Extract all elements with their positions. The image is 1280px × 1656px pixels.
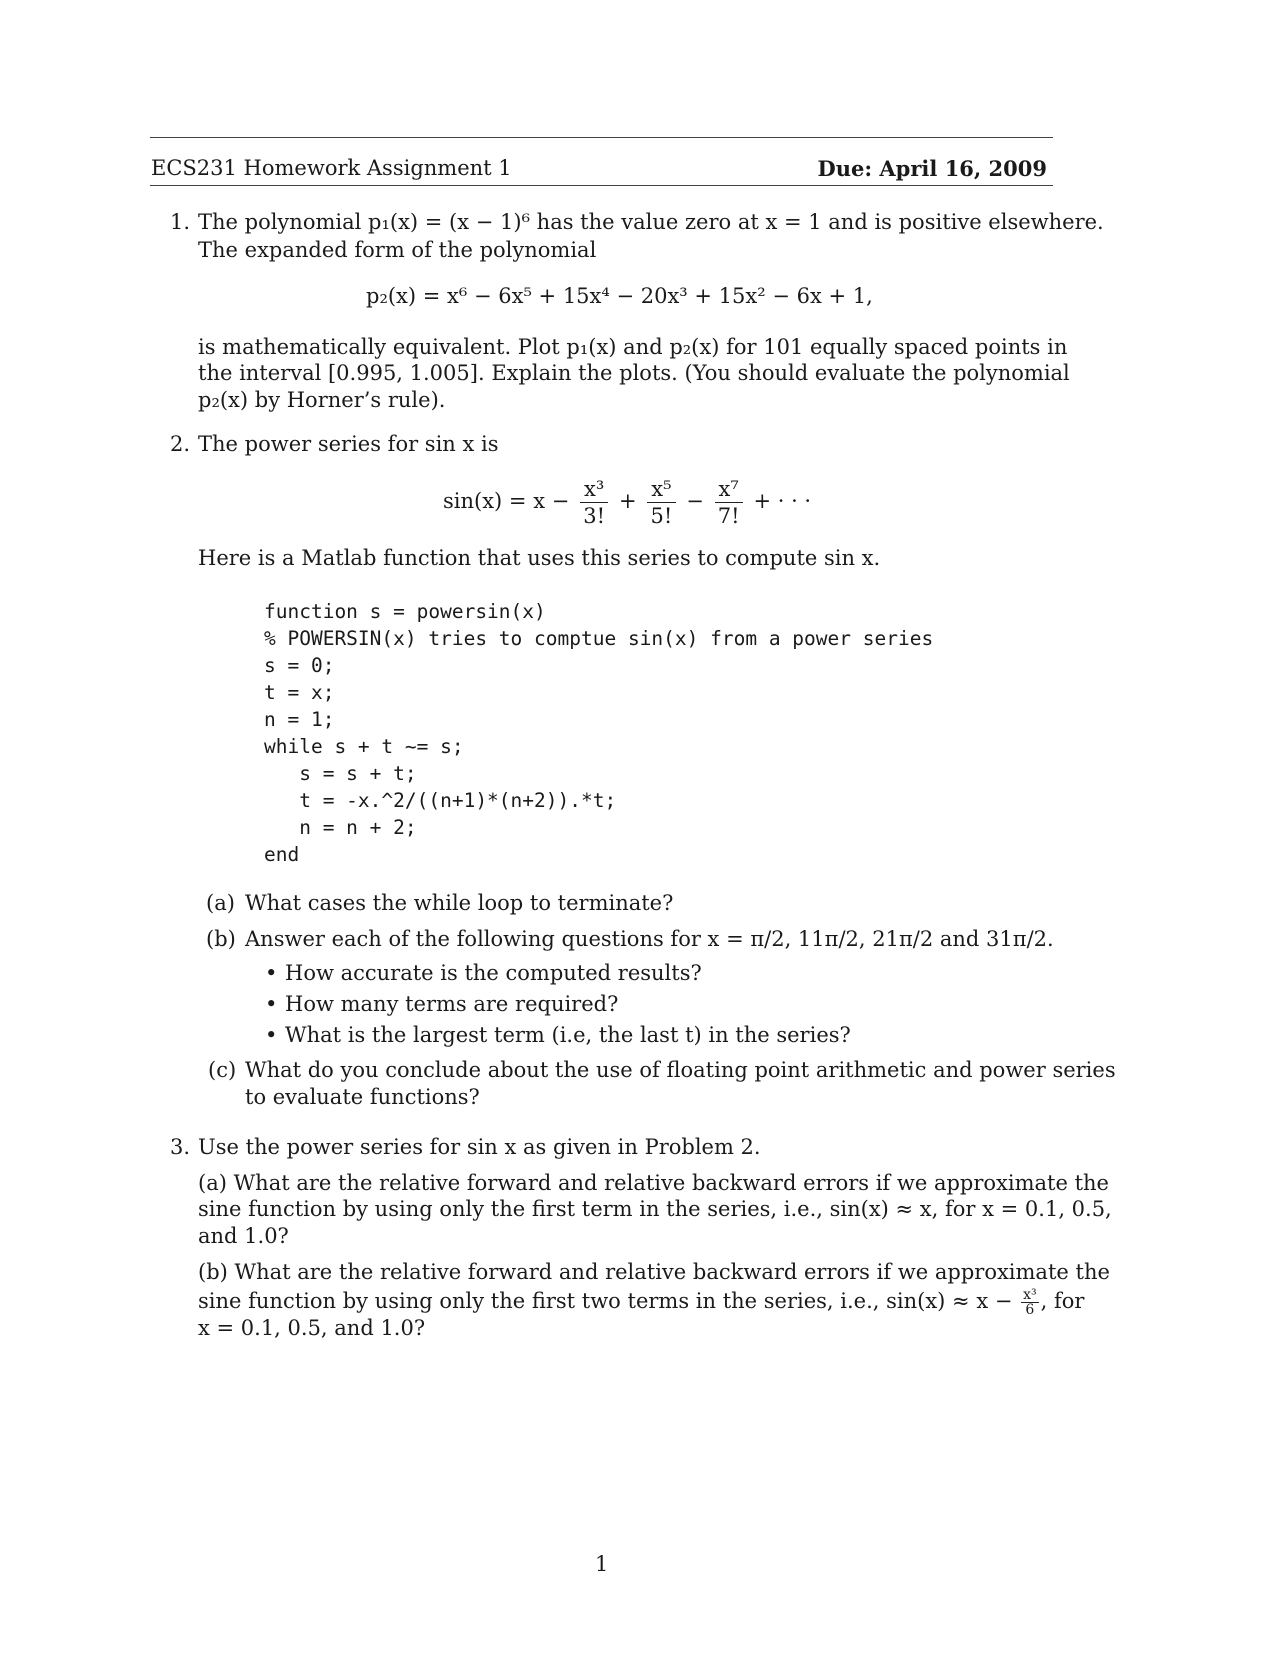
due-date: Due: April 16, 2009 <box>817 156 1047 181</box>
series-term-2: $\frac{\text{x⁵}}{5!}$ <box>647 476 675 529</box>
problem-3-intro: Use the power series for sin x as given in Problem 2. <box>198 1135 761 1159</box>
code-line-1: function s = powersin(x) <box>264 600 546 623</box>
problem-1-number: 1. <box>170 210 191 234</box>
code-line-10: end <box>264 843 300 866</box>
problem-3b-line-1: (b) What are the relative forward and relative backward errors if we approximate the <box>198 1260 1110 1284</box>
code-line-7: s = s + t; <box>264 762 417 785</box>
code-line-4: t = x; <box>264 681 335 704</box>
bullet-icon: • <box>265 1023 278 1047</box>
problem-2-number: 2. <box>170 432 191 456</box>
sine-series-lhs: sin(x) = x − <box>443 489 570 513</box>
problem-2-intro: The power series for sin x is <box>198 432 499 456</box>
bullet-item-3: What is the largest term (i.e, the last t) in the series? <box>285 1023 851 1047</box>
matlab-intro: Here is a Matlab function that uses this series to compute sin x. <box>198 546 881 570</box>
problem-3a-line-3: and 1.0? <box>198 1224 289 1248</box>
problem-2a-label: (a) <box>206 891 235 915</box>
series-term-1: $\frac{\text{x³}}{3!}$ <box>580 476 608 529</box>
page-number: 1 <box>595 1552 609 1576</box>
code-line-8: t = -x.^2/((n+1)*(n+2)).*t; <box>264 789 617 812</box>
problem-2b-text: Answer each of the following questions for x = π/2, 11π/2, 21π/2 and 31π/2. <box>245 927 1054 951</box>
code-line-3: s = 0; <box>264 654 335 677</box>
problem-3b-line-3: x = 0.1, 0.5, and 1.0? <box>198 1316 426 1340</box>
x-cubed-over-six: $\frac{\text{x³}}{6}$ <box>1023 1287 1037 1318</box>
problem-1-line-1: The polynomial p₁(x) = (x − 1)⁶ has the value zero at x = 1 and is positive elsewhere. <box>198 210 1104 234</box>
header-top-rule <box>150 137 1053 138</box>
problem-2c-label: (c) <box>208 1058 237 1082</box>
bullet-icon: • <box>265 961 278 985</box>
header-bottom-rule <box>150 185 1053 186</box>
problem-1-line-4: the interval [0.995, 1.005]. Explain the plots. (You should evaluate the polynomial <box>198 361 1070 385</box>
code-line-6: while s + t ~= s; <box>264 735 464 758</box>
problem-2b-label: (b) <box>206 927 236 951</box>
sine-series-tail: + · · · <box>753 489 812 513</box>
problem-2c-line-1: What do you conclude about the use of floating point arithmetic and power series <box>245 1058 1116 1082</box>
problem-3-number: 3. <box>170 1135 191 1159</box>
problem-1-line-2: The expanded form of the polynomial <box>198 238 597 262</box>
problem-3b-line-2: sine function by using only the first two terms in the series, i.e., sin(x) ≈ x − $\frac{\text{x³}}{6}$ , for <box>198 1287 1085 1318</box>
code-line-9: n = n + 2; <box>264 816 417 839</box>
bullet-icon: • <box>265 992 278 1016</box>
problem-1-line-5: p₂(x) by Horner’s rule). <box>198 388 446 412</box>
problem-2c-line-2: to evaluate functions? <box>245 1085 480 1109</box>
problem-1-line-3: is mathematically equivalent. Plot p₁(x) and p₂(x) for 101 equally spaced points in <box>198 335 1068 359</box>
problem-1-equation: p₂(x) = x⁶ − 6x⁵ + 15x⁴ − 20x³ + 15x² − 6x + 1, <box>366 284 873 308</box>
code-line-5: n = 1; <box>264 708 335 731</box>
sine-series-equation: sin(x) = x − $\frac{\text{x³}}{3!}$ + $\frac{\text{x⁵}}{5!}$ − $\frac{\text{x⁷}}{7!}$ + · · · <box>443 477 812 528</box>
problem-3a-line-2: sine function by using only the first term in the series, i.e., sin(x) ≈ x, for x = 0.1, 0.5, <box>198 1197 1112 1221</box>
problem-3a-line-1: (a) What are the relative forward and relative backward errors if we approximate the <box>198 1171 1109 1195</box>
bullet-item-2: How many terms are required? <box>285 992 619 1016</box>
bullet-item-1: How accurate is the computed results? <box>285 961 702 985</box>
problem-2a-text: What cases the while loop to terminate? <box>245 891 674 915</box>
code-line-2: % POWERSIN(x) tries to comptue sin(x) from a power series <box>264 627 934 650</box>
series-term-3: $\frac{\text{x⁷}}{7!}$ <box>715 476 743 529</box>
course-title: ECS231 Homework Assignment 1 <box>151 156 512 180</box>
